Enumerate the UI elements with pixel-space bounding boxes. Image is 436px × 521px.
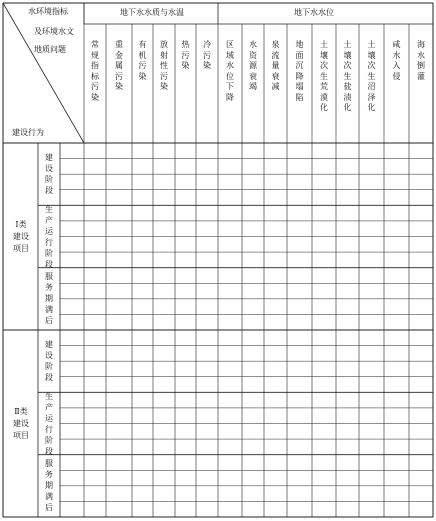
diag-header-line1: 水环境指标 (28, 7, 68, 16)
phase-label: 建设阶段 (45, 340, 53, 383)
phase-label: 建设阶段 (45, 153, 53, 196)
col-header-level: 海水倒灌 (417, 40, 425, 81)
col-header-quality: 冷污染 (203, 40, 211, 70)
diag-header-line2: 及环境水文 (34, 27, 74, 36)
group-header-quality: 地下水水质与水温 (120, 8, 184, 17)
col-header-quality: 有机污染 (138, 40, 147, 81)
group-header-level: 地下水水位 (294, 8, 334, 17)
col-header-quality: 放射性污染 (160, 40, 168, 91)
col-header-level: 区域水位下降 (226, 40, 234, 102)
col-header-quality: 常规指标污染 (91, 40, 99, 102)
category-label: Ⅱ类 建设 项目 (13, 406, 29, 440)
phase-label: 生产运行阶段 (45, 391, 53, 456)
diag-header-line3: 地质问题 (34, 45, 66, 54)
col-header-level: 水资源衰竭 (249, 40, 257, 91)
col-header-level: 地面沉降塌陷 (295, 40, 304, 102)
col-header-quality: 热污染 (181, 40, 190, 70)
category-label: Ⅰ类 建设 项目 (13, 219, 29, 253)
col-header-level: 咸水入侵 (392, 40, 401, 81)
diag-row-label: 建设行为 (12, 128, 44, 137)
phase-label: 服务期满后 (45, 272, 53, 326)
header-diagonal (3, 3, 84, 143)
col-header-level: 泉流量衰减 (271, 40, 280, 91)
col-header-level: 土壤次生荒漠化 (320, 40, 328, 112)
phase-label: 服务期满后 (45, 459, 53, 513)
col-header-level: 土壤次生沼泽化 (367, 40, 376, 112)
col-header-quality: 重金属污染 (115, 40, 123, 91)
col-header-level: 土壤次生盐渍化 (343, 40, 352, 112)
phase-label: 生产运行阶段 (45, 204, 53, 269)
